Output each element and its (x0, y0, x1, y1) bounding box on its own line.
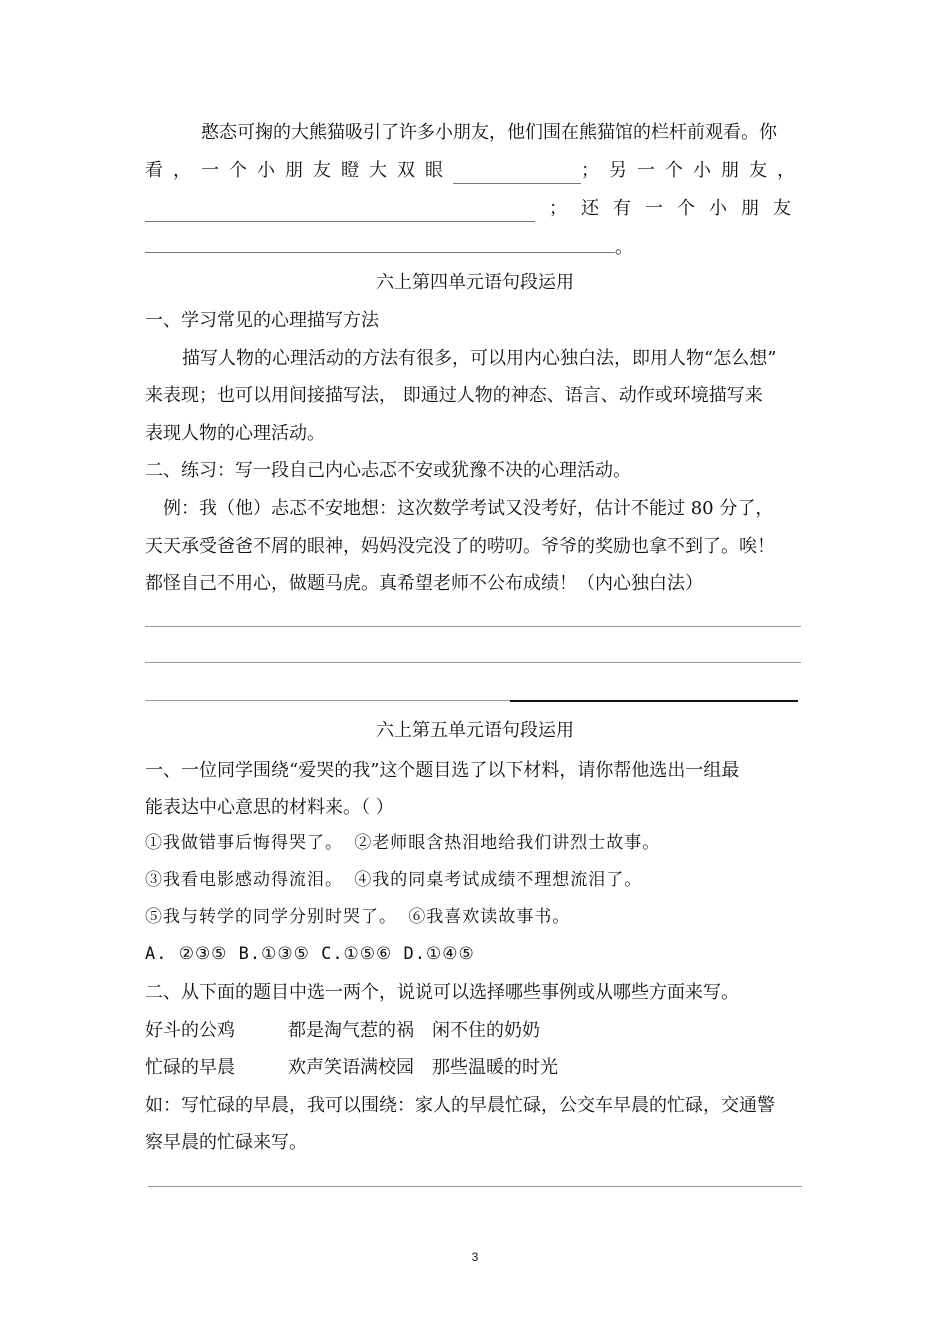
intro-line-2 (145, 158, 805, 184)
material-line-2: ③我看电影感动得流泪。 ④我的同桌考试成绩不理想流泪了。 (145, 870, 643, 890)
answer-blank[interactable] (145, 203, 535, 222)
topic-item: 忙碌的早晨 (145, 1057, 235, 1078)
topic-item: 好斗的公鸡 (145, 1020, 235, 1041)
unit5-title: 六上第五单元语句段运用 (376, 720, 574, 741)
intro-line-2-text-b: ；另一个小朋友， (581, 160, 805, 181)
writing-line[interactable] (145, 700, 510, 701)
topic-item: 闲不住的奶奶 (432, 1020, 540, 1041)
intro-line-3 (145, 196, 805, 222)
writing-line[interactable] (148, 1186, 802, 1187)
example-line-2: 察早晨的忙碌来写。 (145, 1132, 307, 1153)
answer-blank[interactable] (145, 234, 615, 253)
unit4-para-line-3: 表现人物的心理活动。 (145, 423, 325, 444)
unit4-example-line-2: 天天承受爸爸不屑的眼神，妈妈没完没了的唠叨。爷爷的奖励也拿不到了。唉！ (145, 536, 775, 557)
unit5-question-1-line-2: 能表达中心意思的材料来。（ ） (145, 797, 394, 818)
answer-options: A. ②③⑤ B.①③⑤ C.①⑤⑥ D.①④⑤ (145, 944, 475, 964)
topic-item: 那些温暖的时光 (432, 1057, 558, 1078)
writing-line[interactable] (145, 626, 801, 627)
topic-row-1 (145, 1018, 540, 1044)
topic-item: 欢声笑语满校园 (288, 1057, 414, 1078)
unit4-example-line-1: 例：我（他）忐忑不安地想：这次数学考试又没考好，估计不能过 80 分了， (163, 498, 774, 519)
unit5-question-1-line-1: 一、一位同学围绕“爱哭的我”这个题目选了以下材料，请你帮他选出一组最 (145, 760, 740, 781)
unit4-heading-2: 二、练习：写一段自己内心忐忑不安或犹豫不决的心理活动。 (145, 460, 631, 481)
intro-line-3-text: ；还有一个小朋友 (549, 198, 805, 219)
period: 。 (615, 237, 633, 258)
unit4-example-line-3: 都怪自己不用心，做题马虎。真希望老师不公布成绩！（内心独白法） (145, 573, 703, 594)
unit4-heading-1: 一、学习常见的心理描写方法 (145, 310, 379, 331)
topic-row-2 (145, 1055, 558, 1081)
writing-line[interactable] (145, 662, 801, 663)
unit4-para-line-2: 来表现；也可以用间接描写法， 即通过人物的神态、语言、动作或环境描写来 (145, 385, 763, 406)
writing-line-bold[interactable] (510, 700, 798, 702)
intro-line-1: 憨态可掬的大熊猫吸引了许多小朋友，他们围在熊猫馆的栏杆前观看。你 (201, 122, 777, 143)
page-number: 3 (471, 1250, 479, 1264)
material-line-1: ①我做错事后悔得哭了。 ②老师眼含热泪地给我们讲烈士故事。 (145, 833, 661, 853)
example-line-1: 如：写忙碌的早晨，我可以围绕：家人的早晨忙碌，公交车早晨的忙碌，交通警 (145, 1095, 775, 1116)
unit5-question-2: 二、从下面的题目中选一两个，说说可以选择哪些事例或从哪些方面来写。 (145, 982, 739, 1003)
unit4-para-line-1: 描写人物的心理活动的方法有很多，可以用内心独白法，即用人物“怎么想” (182, 348, 777, 369)
intro-line-2-text: 看，一个小朋友瞪大双眼 (145, 160, 453, 181)
intro-line-4 (145, 234, 633, 261)
answer-blank[interactable] (453, 165, 581, 184)
topic-item: 都是淘气惹的祸 (288, 1020, 414, 1041)
material-line-3: ⑤我与转学的同学分别时哭了。 ⑥我喜欢读故事书。 (145, 907, 571, 927)
unit4-title: 六上第四单元语句段运用 (376, 272, 574, 293)
